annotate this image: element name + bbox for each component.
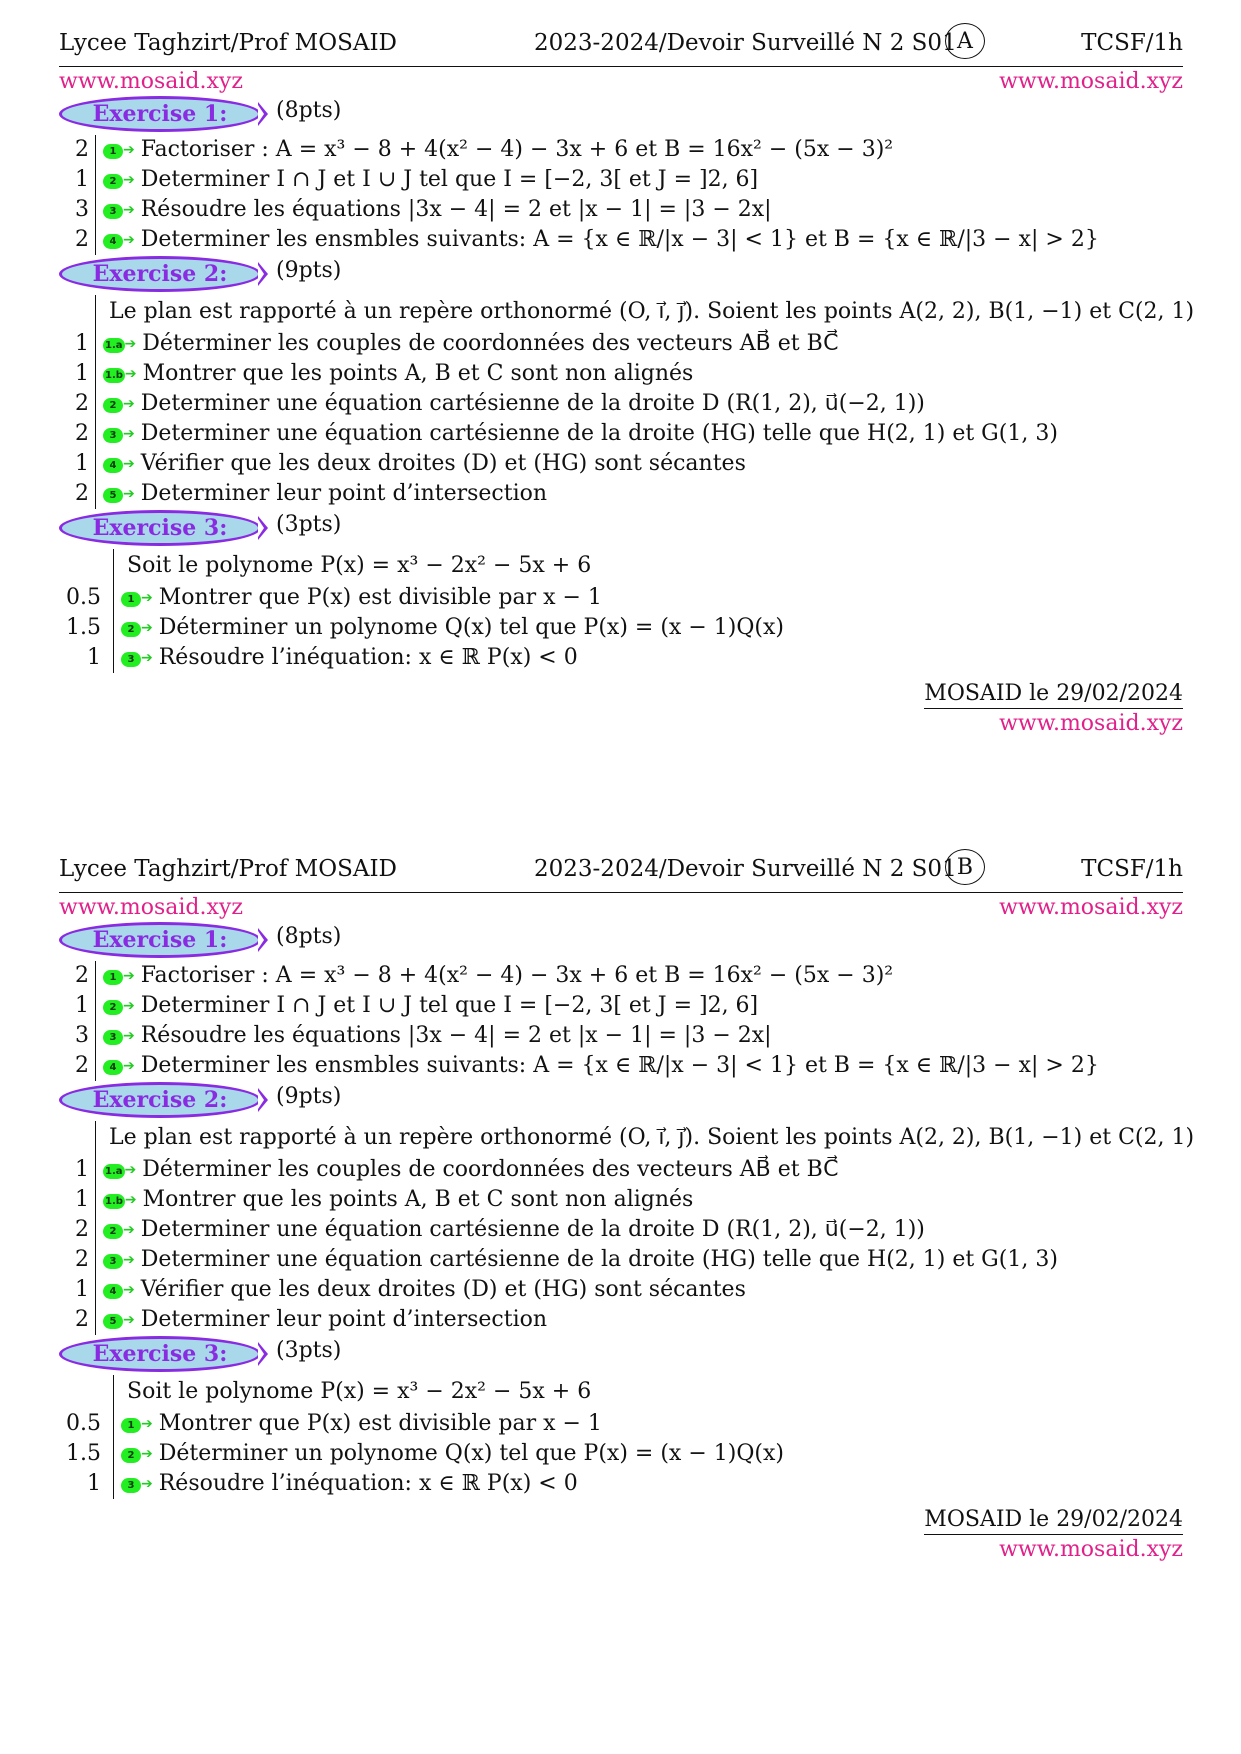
arrow-right-icon: ➔ [123, 1058, 135, 1074]
arrow-right-icon: ➔ [141, 650, 153, 666]
exercise-3-title [59, 509, 1183, 549]
exercise-3-body [59, 1375, 1183, 1499]
question-row [59, 389, 1183, 419]
exercise-points: (9pts) [276, 258, 342, 283]
arrow-right-icon: ➔ [123, 998, 135, 1014]
question-row [59, 991, 1183, 1021]
exercise-2-title [59, 255, 1183, 295]
signature-date: MOSAID le 29/02/2024 [924, 1507, 1183, 1535]
class-duration: TCSF/1h [1081, 856, 1183, 882]
question-text: Determiner une équation cartésienne de la droite D (R(1, 2), u⃗(−2, 1)) [140, 1217, 925, 1242]
arrow-right-icon: ➔ [123, 968, 135, 984]
question-number-badge: 2 [103, 174, 123, 189]
question-number-badge: 1 [121, 592, 141, 607]
question-points: 1 [75, 993, 89, 1018]
question-row [59, 1409, 1183, 1439]
arrow-right-icon: ➔ [124, 366, 137, 382]
question-number-badge: 3 [103, 428, 123, 443]
exercise-intro-row [59, 295, 1195, 329]
question-text: Déterminer les couples de coordonnées des vecteurs AB⃗ et BC⃗ [142, 331, 839, 356]
question-number-badge: 1.a [105, 340, 123, 351]
question-points: 2 [75, 1247, 89, 1272]
question-text: Déterminer les couples de coordonnées des vecteurs AB⃗ et BC⃗ [142, 1157, 839, 1182]
question-points: 1 [75, 167, 89, 192]
arrow-right-icon: ➔ [123, 486, 135, 502]
arrow-right-icon: ➔ [141, 620, 153, 636]
question-number-badge: 4 [103, 234, 123, 249]
question-points: 1.5 [66, 1441, 101, 1466]
exercise-intro-row [59, 549, 1183, 583]
question-text: Résoudre l’inéquation: x ∈ ℝ P(x) < 0 [158, 1471, 578, 1496]
question-number-badge: 1.b [105, 1196, 123, 1207]
question-row [59, 479, 1183, 509]
question-points: 0.5 [66, 585, 101, 610]
question-text: Résoudre l’inéquation: x ∈ ℝ P(x) < 0 [158, 645, 578, 670]
question-row [59, 359, 1183, 389]
arrow-right-icon: ➔ [141, 1416, 153, 1432]
question-row [59, 1469, 1183, 1499]
exercise-3-body [59, 549, 1183, 673]
question-number-badge: 5 [103, 1314, 123, 1329]
website-line [59, 893, 1183, 921]
question-number-badge: 4 [103, 458, 123, 473]
question-points: 1 [75, 361, 89, 386]
exercise-2-body [59, 1121, 1195, 1335]
question-points: 1 [75, 1277, 89, 1302]
arrow-right-icon: ➔ [123, 396, 135, 412]
question-points: 2 [75, 1307, 89, 1332]
arrow-right-icon: ➔ [123, 426, 135, 442]
question-row [59, 613, 1183, 643]
question-row [59, 225, 1183, 255]
exercise-points: (8pts) [276, 924, 342, 949]
exercise-points: (9pts) [276, 1084, 342, 1109]
question-row [59, 643, 1183, 673]
footer-website-link[interactable]: www.mosaid.xyz [999, 711, 1183, 736]
website-link-left[interactable]: www.mosaid.xyz [59, 895, 243, 920]
question-number-badge: 3 [103, 1254, 123, 1269]
question-row [59, 135, 1183, 165]
question-text: Déterminer un polynome Q(x) tel que P(x) = (x − 1)Q(x) [158, 1441, 784, 1466]
question-points: 1 [87, 1471, 101, 1496]
school-name: Lycee Taghzirt/Prof MOSAID [59, 856, 397, 882]
exercise-points: (8pts) [276, 98, 342, 123]
question-row [59, 1021, 1183, 1051]
question-row [59, 1215, 1183, 1245]
question-points: 1 [75, 1187, 89, 1212]
question-text: Determiner leur point d’intersection [140, 481, 548, 506]
question-row [59, 961, 1183, 991]
question-text: Determiner une équation cartésienne de la droite (HG) telle que H(2, 1) et G(1, 3) [140, 421, 1058, 446]
question-row [59, 1051, 1183, 1081]
question-text: Determiner I ∩ J et I ∪ J tel que I = [−2, 3[ et J = ]2, 6] [140, 167, 759, 192]
exercise-points: (3pts) [276, 512, 342, 537]
question-number-badge: 2 [103, 1224, 123, 1239]
exercise-intro: Le plan est rapporté à un repère orthonormé (O, i⃗, j⃗). Soient les points A(2, 2), B(1, −1) et C(2, 1) [109, 299, 1195, 324]
question-text: Determiner une équation cartésienne de la droite (HG) telle que H(2, 1) et G(1, 3) [140, 1247, 1058, 1272]
question-points: 1 [75, 1157, 89, 1182]
question-number-badge: 1.b [105, 370, 123, 381]
question-number-badge: 4 [103, 1284, 123, 1299]
website-link-right[interactable]: www.mosaid.xyz [999, 895, 1183, 920]
exercise-3-title [59, 1335, 1183, 1375]
question-number-badge: 2 [103, 398, 123, 413]
arrow-right-icon: ➔ [123, 202, 135, 218]
question-number-badge: 3 [103, 204, 123, 219]
question-text: Montrer que les points A, B et C sont non alignés [142, 361, 694, 386]
page-footer [59, 1499, 1183, 1561]
arrow-right-icon: ➔ [124, 1162, 137, 1178]
exercise-intro: Soit le polynome P(x) = x³ − 2x² − 5x + 6 [127, 553, 592, 578]
arrow-right-icon: ➔ [123, 142, 135, 158]
question-text: Résoudre les équations |3x − 4| = 2 et |x − 1| = |3 − 2x| [140, 197, 772, 222]
question-points: 1.5 [66, 615, 101, 640]
exercise-1-title [59, 95, 1183, 135]
arrow-right-icon: ➔ [123, 172, 135, 188]
exam-title: 2023-2024/Devoir Surveillé N 2 S01 [534, 30, 957, 56]
question-number-badge: 3 [103, 1030, 123, 1045]
question-number-badge: 2 [103, 1000, 123, 1015]
question-number-badge: 3 [121, 1478, 141, 1493]
arrow-right-icon: ➔ [141, 1476, 153, 1492]
question-text: Résoudre les équations |3x − 4| = 2 et |x − 1| = |3 − 2x| [140, 1023, 772, 1048]
question-row [59, 1245, 1183, 1275]
question-text: Montrer que les points A, B et C sont non alignés [142, 1187, 694, 1212]
exercise-label: Exercise 3: [59, 510, 261, 546]
exercise-points: (3pts) [276, 1338, 342, 1363]
question-text: Vérifier que les deux droites (D) et (HG) sont sécantes [140, 1277, 746, 1302]
question-points: 2 [75, 391, 89, 416]
footer-website-link[interactable]: www.mosaid.xyz [999, 1537, 1183, 1562]
question-text: Determiner une équation cartésienne de la droite D (R(1, 2), u⃗(−2, 1)) [140, 391, 925, 416]
question-points: 0.5 [66, 1411, 101, 1436]
question-row [59, 1439, 1183, 1469]
exercise-label: Exercise 2: [59, 1082, 261, 1118]
exercise-label: Exercise 2: [59, 256, 261, 292]
question-text: Montrer que P(x) est divisible par x − 1 [158, 1411, 602, 1436]
question-number-badge: 4 [103, 1060, 123, 1075]
question-text: Determiner leur point d’intersection [140, 1307, 548, 1332]
question-row [59, 329, 1183, 359]
exercise-2-body [59, 295, 1195, 509]
question-points: 2 [75, 963, 89, 988]
exercise-1-body [59, 961, 1183, 1081]
question-row [59, 449, 1183, 479]
question-number-badge: 1 [103, 970, 123, 985]
question-number-badge: 5 [103, 488, 123, 503]
school-name: Lycee Taghzirt/Prof MOSAID [59, 30, 397, 56]
exercise-2-title [59, 1081, 1183, 1121]
question-points: 2 [75, 227, 89, 252]
arrow-right-icon: ➔ [123, 1028, 135, 1044]
exercise-intro-row [59, 1375, 1183, 1409]
question-text: Montrer que P(x) est divisible par x − 1 [158, 585, 602, 610]
website-link-left[interactable]: www.mosaid.xyz [59, 69, 243, 94]
question-text: Determiner les ensmbles suivants: A = {x ∈ ℝ/|x − 3| < 1} et B = {x ∈ ℝ/|3 − x| > 2} [140, 1053, 1099, 1078]
website-line [59, 67, 1183, 95]
arrow-right-icon: ➔ [123, 232, 135, 248]
page-header [59, 26, 1183, 62]
exercise-label: Exercise 1: [59, 96, 261, 132]
exercise-label: Exercise 1: [59, 922, 261, 958]
question-row [59, 1155, 1183, 1185]
arrow-right-icon: ➔ [123, 1222, 135, 1238]
question-points: 2 [75, 1217, 89, 1242]
question-row [59, 1275, 1183, 1305]
question-row [59, 195, 1183, 225]
question-number-badge: 3 [121, 652, 141, 667]
exercise-1-title [59, 921, 1183, 961]
page-header [59, 852, 1183, 888]
exam-version-a [59, 26, 1195, 736]
version-badge: A [945, 23, 985, 59]
question-text: Factoriser : A = x³ − 8 + 4(x² − 4) − 3x + 6 et B = 16x² − (5x − 3)² [140, 963, 894, 988]
arrow-right-icon: ➔ [123, 1312, 135, 1328]
question-row [59, 583, 1183, 613]
question-number-badge: 1 [103, 144, 123, 159]
exercise-intro-row [59, 1121, 1195, 1155]
question-number-badge: 1.a [105, 1166, 123, 1177]
question-row [59, 419, 1183, 449]
question-text: Vérifier que les deux droites (D) et (HG) sont sécantes [140, 451, 746, 476]
exam-title: 2023-2024/Devoir Surveillé N 2 S01 [534, 856, 957, 882]
class-duration: TCSF/1h [1081, 30, 1183, 56]
version-badge: B [945, 849, 985, 885]
question-number-badge: 2 [121, 1448, 141, 1463]
exercise-intro: Le plan est rapporté à un repère orthonormé (O, i⃗, j⃗). Soient les points A(2, 2), B(1, −1) et C(2, 1) [109, 1125, 1195, 1150]
question-text: Determiner I ∩ J et I ∪ J tel que I = [−2, 3[ et J = ]2, 6] [140, 993, 759, 1018]
exam-version-b [59, 852, 1195, 1562]
arrow-right-icon: ➔ [124, 336, 137, 352]
question-points: 2 [75, 481, 89, 506]
arrow-right-icon: ➔ [124, 1192, 137, 1208]
exercise-label: Exercise 3: [59, 1336, 261, 1372]
question-points: 2 [75, 421, 89, 446]
question-row [59, 165, 1183, 195]
question-row [59, 1185, 1183, 1215]
website-link-right[interactable]: www.mosaid.xyz [999, 69, 1183, 94]
question-text: Déterminer un polynome Q(x) tel que P(x) = (x − 1)Q(x) [158, 615, 784, 640]
question-points: 3 [75, 197, 89, 222]
arrow-right-icon: ➔ [141, 590, 153, 606]
arrow-right-icon: ➔ [141, 1446, 153, 1462]
arrow-right-icon: ➔ [123, 456, 135, 472]
question-points: 2 [75, 1053, 89, 1078]
page-footer [59, 673, 1183, 735]
arrow-right-icon: ➔ [123, 1252, 135, 1268]
signature-date: MOSAID le 29/02/2024 [924, 681, 1183, 709]
arrow-right-icon: ➔ [123, 1282, 135, 1298]
exercise-intro: Soit le polynome P(x) = x³ − 2x² − 5x + 6 [127, 1379, 592, 1404]
question-row [59, 1305, 1183, 1335]
question-points: 1 [75, 331, 89, 356]
question-points: 1 [87, 645, 101, 670]
question-points: 1 [75, 451, 89, 476]
question-text: Determiner les ensmbles suivants: A = {x ∈ ℝ/|x − 3| < 1} et B = {x ∈ ℝ/|3 − x| > 2} [140, 227, 1099, 252]
question-points: 2 [75, 137, 89, 162]
question-text: Factoriser : A = x³ − 8 + 4(x² − 4) − 3x + 6 et B = 16x² − (5x − 3)² [140, 137, 894, 162]
question-number-badge: 2 [121, 622, 141, 637]
question-points: 3 [75, 1023, 89, 1048]
question-number-badge: 1 [121, 1418, 141, 1433]
exercise-1-body [59, 135, 1183, 255]
